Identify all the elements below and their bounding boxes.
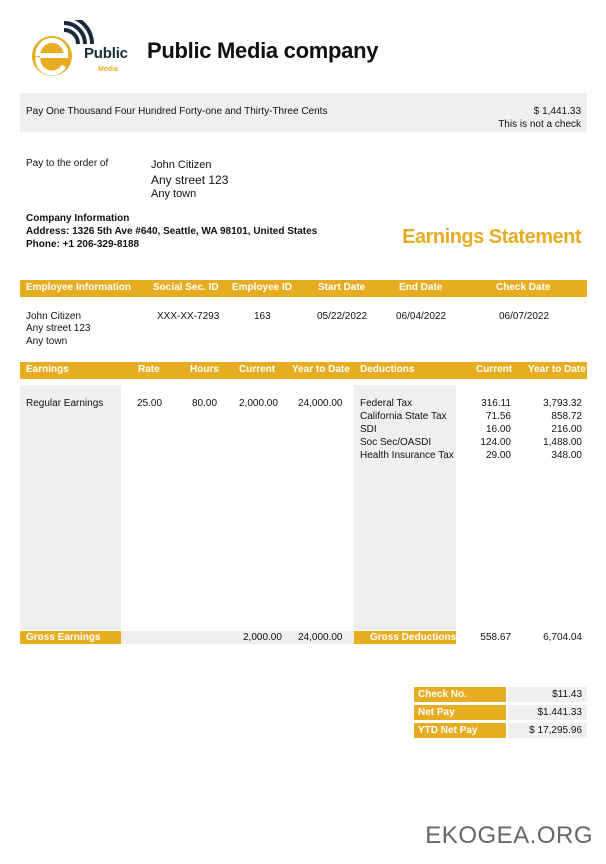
deduction-row-ytd: 348.00: [551, 450, 582, 461]
deduction-row-current: 29.00: [485, 450, 511, 461]
header-earnings: Earnings: [26, 364, 69, 375]
deduction-row-ytd: 3,793.32: [543, 398, 582, 409]
earnings-row-ytd: 24,000.00: [298, 398, 343, 409]
ytd-net-pay-label: YTD Net Pay: [418, 725, 478, 736]
watermark: EKOGEA.ORG: [425, 822, 593, 849]
header-check-date: Check Date: [496, 282, 551, 293]
header-employee-id: Employee ID: [232, 282, 293, 293]
deduction-row-current: 71.56: [485, 411, 511, 422]
deduction-row-name: Health Insurance Tax: [360, 450, 454, 461]
check-no-label: Check No.: [418, 689, 467, 700]
payee-town: Any town: [151, 188, 197, 200]
earnings-row-rate: 25.00: [137, 398, 163, 409]
earnings-row-name: Regular Earnings: [26, 398, 104, 409]
pay-amount-words: Pay One Thousand Four Hundred Forty-one and Thirty-Three Cents: [26, 106, 328, 117]
earnings-statement-title: Earnings Statement: [402, 226, 581, 248]
employee-street: Any street 123: [26, 323, 91, 334]
ytd-net-pay-value: $ 17,295.96: [529, 725, 582, 736]
end-date-value: 06/04/2022: [396, 311, 447, 322]
not-a-check-note: This is not a check: [498, 119, 581, 130]
header-ded-year-to-date: Year to Date: [528, 364, 586, 375]
net-pay-label: Net Pay: [418, 707, 455, 718]
logo-subtext: Media: [98, 66, 118, 73]
header-rate: Rate: [138, 364, 160, 375]
header-end-date: End Date: [399, 282, 443, 293]
deduction-row-name: Federal Tax: [360, 398, 413, 409]
gross-earnings-ytd: 24,000.00: [298, 632, 343, 643]
deduction-row-ytd: 1,488.00: [543, 437, 582, 448]
earnings-column-background: [20, 385, 121, 630]
employee-name: John Citizen: [26, 311, 82, 322]
earnings-row-current: 2,000.00: [239, 398, 278, 409]
pay-amount: $ 1,441.33: [533, 106, 581, 117]
deduction-row-current: 16.00: [485, 424, 511, 435]
check-no-value: $11.43: [552, 689, 582, 700]
gross-deductions-label: Gross Deductions: [370, 632, 457, 643]
deduction-row-ytd: 858.72: [551, 411, 582, 422]
start-date-value: 05/22/2022: [317, 311, 368, 322]
logo-wordmark: Public: [84, 45, 128, 62]
payee-name: John Citizen: [151, 159, 212, 171]
company-phone: Phone: +1 206-329-8188: [26, 239, 140, 250]
pay-to-order-label: Pay to the order of: [26, 158, 109, 169]
deduction-row-name: SDI: [360, 424, 377, 435]
header-social-sec-id: Social Sec. ID: [153, 282, 219, 293]
header-hours: Hours: [190, 364, 219, 375]
header-start-date: Start Date: [318, 282, 366, 293]
header-year-to-date: Year to Date: [292, 364, 350, 375]
gross-deductions-ytd: 6,704.04: [543, 632, 582, 643]
gross-earnings-label: Gross Earnings: [26, 632, 101, 643]
net-pay-value: $1.441.33: [537, 707, 582, 718]
deduction-row-name: California State Tax: [360, 411, 447, 422]
earnings-row-hours: 80.00: [192, 398, 218, 409]
employee-id-value: 163: [254, 311, 271, 322]
header-employee-information: Employee Information: [26, 282, 132, 293]
deduction-row-current: 316.11: [481, 398, 511, 409]
gross-deductions-current: 558.67: [480, 632, 511, 643]
payee-street: Any street 123: [151, 173, 229, 187]
header-ded-current: Current: [476, 364, 513, 375]
employee-town: Any town: [26, 336, 68, 347]
header-current: Current: [239, 364, 276, 375]
employee-ssn: XXX-XX-7293: [157, 311, 220, 322]
deduction-row-name: Soc Sec/OASDI: [360, 437, 432, 448]
company-info-title: Company Information: [26, 213, 130, 224]
deduction-row-current: 124.00: [480, 437, 511, 448]
company-title: Public Media company: [147, 38, 379, 63]
gross-earnings-current: 2,000.00: [243, 632, 282, 643]
deduction-row-ytd: 216.00: [551, 424, 582, 435]
check-date-value: 06/07/2022: [499, 311, 550, 322]
company-address: Address: 1326 5th Ave #640, Seattle, WA 98101, United States: [26, 226, 318, 237]
header-deductions: Deductions: [360, 364, 415, 375]
